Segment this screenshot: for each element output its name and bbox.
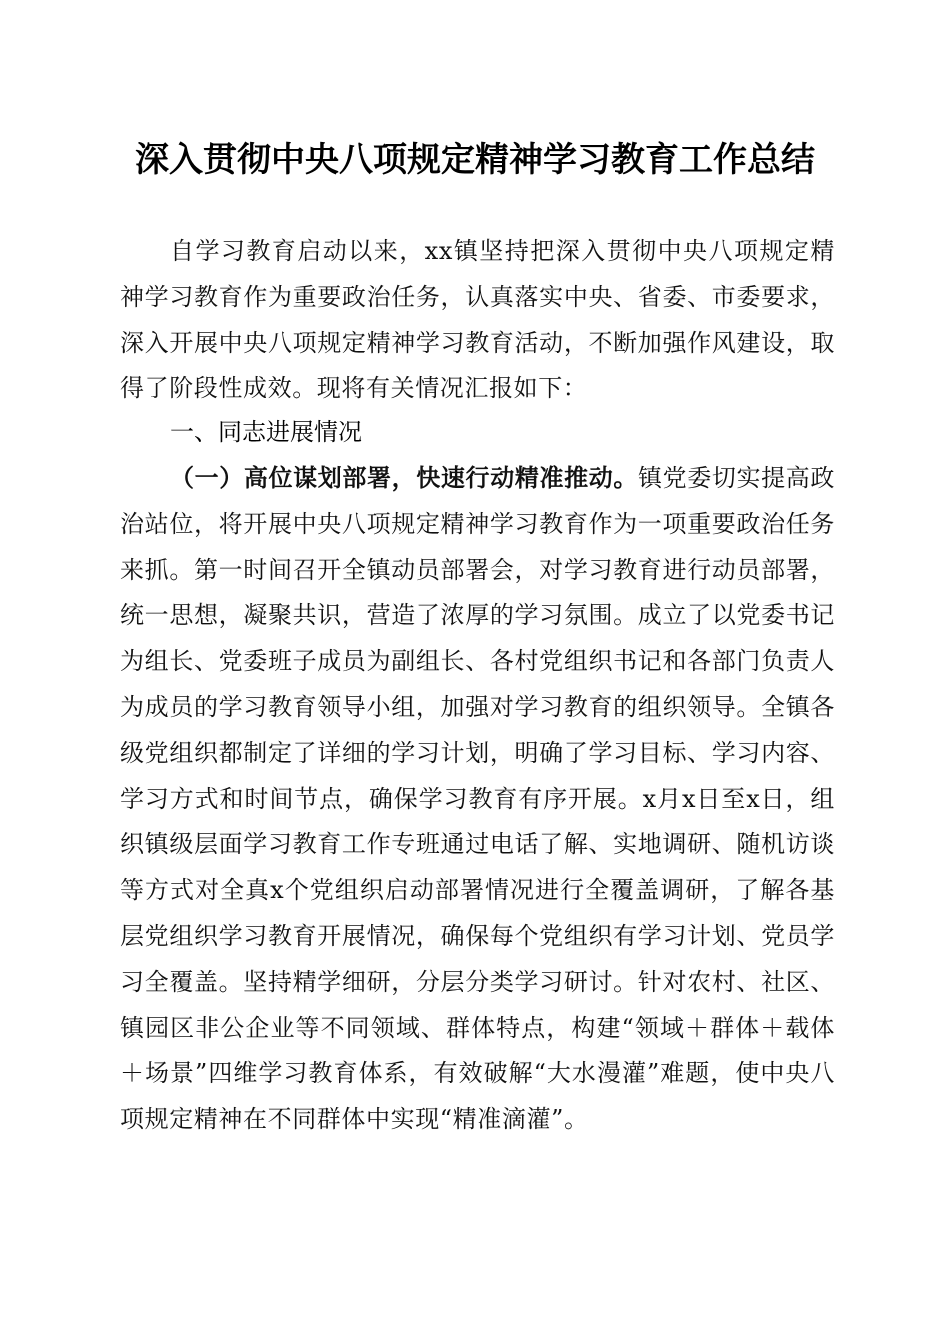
- document-title: 深入贯彻中央八项规定精神学习教育工作总结: [135, 140, 815, 180]
- subsection-paragraph-1: [120, 455, 835, 1143]
- section-heading-1: 一、同志进展情况: [170, 418, 362, 446]
- subsection-body: 镇党委切实提高政治站位，将开展中央八项规定精神学习教育作为一项重要政治任务来抓。第一时间召开全镇动员部署会，对学习教育进行动员部署，统一思想，凝聚共识，营造了浓厚的学习氛围。成立了以党委书记为组长、党委班子成员为副组长、各村党组织书记和各部门负责人为成员的学习教育领导小组，加强对学习教育的组织领导。全镇各级党组织都制定了详细的学习计划，明确了学习目标、学习内容、学习方式和时间节点，确保学习教育有序开展。x月x日至x日，组织镇级层面学习教育工作专班通过电话了解、实地调研、随机访谈等方式对全真x个党组织启动部署情况进行全覆盖调研，了解各基层党组织学习教育开展情况，确保每个党组织有学习计划、党员学习全覆盖。坚持精学细研，分层分类学习研讨。针对农村、社区、镇园区非公企业等不同领域、群体特点，构建“领域＋群体＋载体＋场景”四维学习教育体系，有效破解“大水漫灌”难题，使中央八项规定精神在不同群体中实现“精准滴灌”。: [120, 464, 835, 1134]
- intro-paragraph: 自学习教育启动以来，xx镇坚持把深入贯彻中央八项规定精神学习教育作为重要政治任务，认真落实中央、省委、市委要求，深入开展中央八项规定精神学习教育活动，不断加强作风建设，取得了阶段性成效。现将有关情况汇报如下：: [120, 237, 835, 403]
- subsection-lead: （一）高位谋划部署，快速行动精准推动。: [170, 463, 638, 492]
